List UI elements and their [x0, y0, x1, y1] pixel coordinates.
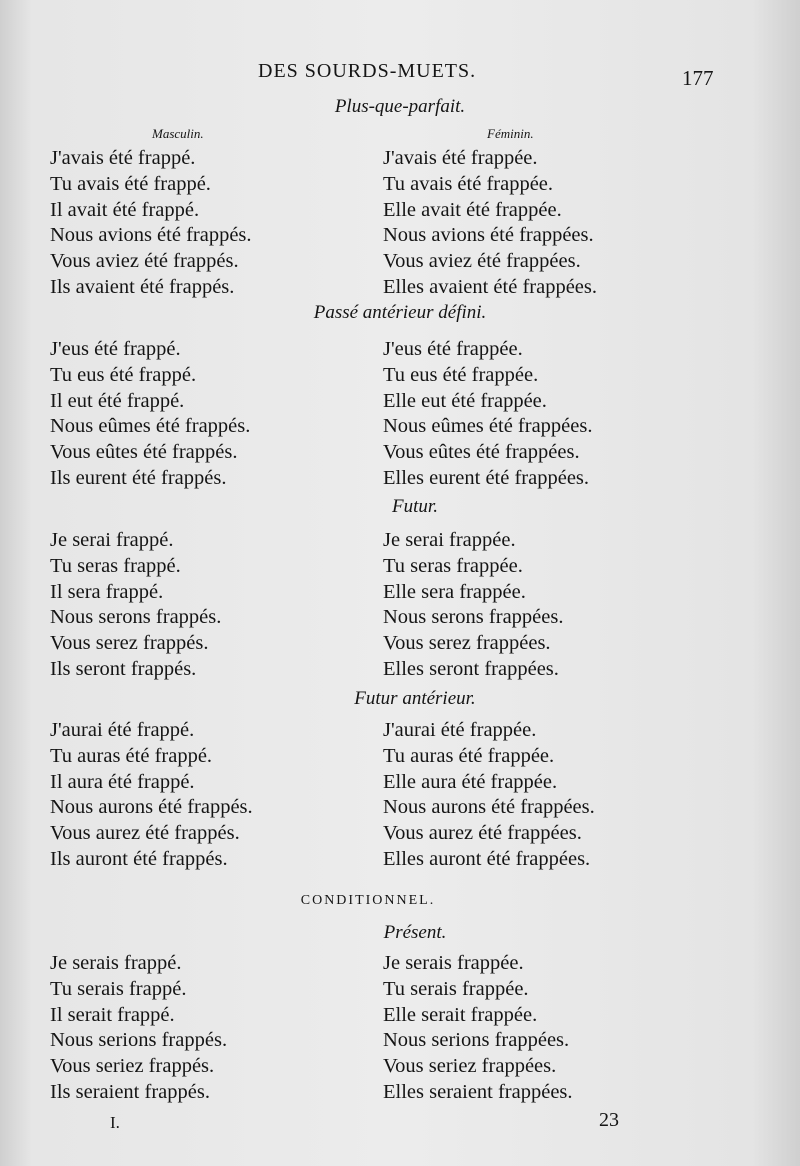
conjugation-line: Tu auras été frappée. [383, 744, 555, 767]
feminine-conjugation-list [383, 718, 595, 873]
conjugation-line: Je serai frappé. [50, 529, 174, 551]
conjugation-line: Nous serons frappés. [50, 606, 222, 629]
page-number: 177 [682, 66, 714, 90]
conjugation-line: Nous eûmes été frappées. [383, 415, 593, 438]
conjugation-line: Il avait été frappé. [50, 198, 200, 221]
conjugation-line: Je serai frappée. [383, 529, 516, 551]
conjugation-line: J'avais été frappé. [50, 147, 196, 169]
signature-mark-right: 23 [599, 1109, 619, 1131]
conjugation-line: Vous aurez été frappés. [50, 822, 240, 845]
conjugation-line: Vous seriez frappées. [383, 1055, 557, 1078]
conjugation-line: J'eus été frappé. [50, 338, 181, 360]
conjugation-line: Vous aurez été frappées. [383, 822, 582, 845]
conjugation-line: Elles seraient frappées. [383, 1080, 573, 1103]
conjugation-line: Tu serais frappée. [383, 977, 529, 1000]
conjugation-line: Ils avaient été frappés. [50, 275, 235, 298]
conjugation-line: Tu seras frappée. [383, 554, 523, 577]
conjugation-line: Nous serons frappées. [383, 606, 564, 629]
conjugation-line: Nous eûmes été frappés. [50, 415, 251, 438]
conjugation-line: Nous aurons été frappées. [383, 796, 595, 819]
conjugation-line: Je serais frappée. [383, 952, 524, 974]
mood-heading-conditionnel: CONDITIONNEL. [300, 893, 436, 908]
conjugation-line: J'avais été frappée. [383, 147, 538, 169]
feminine-conjugation-list [383, 951, 573, 1106]
conjugation-line: Tu serais frappé. [50, 977, 187, 1000]
conjugation-line: Vous seriez frappés. [50, 1055, 215, 1078]
conjugation-line: Il serait frappé. [50, 1003, 175, 1026]
conjugation-line: Tu eus été frappé. [50, 363, 197, 386]
conjugation-line: Nous avions été frappées. [383, 224, 594, 247]
conjugation-line: Vous serez frappés. [50, 632, 209, 655]
conjugation-line: Vous eûtes été frappées. [383, 441, 580, 464]
conjugation-line: Elle avait été frappée. [383, 198, 562, 221]
masculine-conjugation-list [50, 718, 253, 873]
conjugation-line: Elles avaient été frappées. [383, 275, 597, 298]
conjugation-line: Il aura été frappé. [50, 770, 195, 793]
conjugation-line: Tu seras frappé. [50, 554, 181, 577]
running-title: DES SOURDS-MUETS. [258, 60, 477, 82]
conjugation-line: Il sera frappé. [50, 580, 164, 603]
conjugation-line: Elle aura été frappée. [383, 770, 558, 793]
section-title-futur: Futur. [392, 496, 438, 517]
feminine-conjugation-list [383, 528, 563, 683]
conjugation-line: Elles eurent été frappées. [383, 466, 590, 489]
feminine-conjugation-list [383, 146, 597, 301]
conjugation-line: Nous serions frappées. [383, 1029, 570, 1052]
conjugation-line: Elle eut été frappée. [383, 389, 547, 412]
conjugation-line: Vous serez frappées. [383, 632, 551, 655]
conjugation-line: Ils seront frappés. [50, 657, 197, 680]
section-title-present: Présent. [383, 922, 447, 943]
conjugation-line: Tu eus été frappée. [383, 363, 539, 386]
masculine-conjugation-list [50, 146, 252, 301]
section-title-passe-anterieur: Passé antérieur défini. [313, 302, 487, 323]
conjugation-line: Elles seront frappées. [383, 657, 559, 680]
conjugation-line: Tu auras été frappé. [50, 744, 213, 767]
masculine-conjugation-list [50, 951, 227, 1106]
section-title-futur-anterieur: Futur antérieur. [354, 688, 476, 709]
conjugation-line: Vous aviez été frappés. [50, 250, 239, 273]
conjugation-line: Ils eurent été frappés. [50, 466, 227, 489]
signature-mark-left: I. [110, 1113, 120, 1132]
conjugation-line: J'aurai été frappé. [50, 719, 195, 741]
conjugation-line: Elles auront été frappées. [383, 847, 591, 870]
conjugation-line: Elle serait frappée. [383, 1003, 538, 1026]
conjugation-line: Nous avions été frappés. [50, 224, 252, 247]
conjugation-line: Il eut été frappé. [50, 389, 185, 412]
conjugation-line: Nous serions frappés. [50, 1029, 228, 1052]
feminine-label: Féminin. [487, 126, 534, 141]
conjugation-line: Je serais frappé. [50, 952, 182, 974]
masculine-conjugation-list [50, 528, 221, 683]
conjugation-line: J'eus été frappée. [383, 338, 523, 360]
conjugation-line: Tu avais été frappé. [50, 172, 211, 195]
masculine-label: Masculin. [152, 126, 204, 141]
running-head [0, 58, 800, 88]
conjugation-line: Tu avais été frappée. [383, 172, 554, 195]
conjugation-line: Elle sera frappée. [383, 580, 526, 603]
conjugation-line: Vous eûtes été frappés. [50, 441, 238, 464]
conjugation-line: Nous aurons été frappés. [50, 796, 253, 819]
conjugation-line: Ils seraient frappés. [50, 1080, 210, 1103]
conjugation-line: J'aurai été frappée. [383, 719, 537, 741]
conjugation-line: Ils auront été frappés. [50, 847, 228, 870]
feminine-conjugation-list [383, 337, 592, 492]
section-title-plus-que-parfait: Plus-que-parfait. [334, 96, 466, 117]
conjugation-line: Vous aviez été frappées. [383, 250, 581, 273]
masculine-conjugation-list [50, 337, 250, 492]
